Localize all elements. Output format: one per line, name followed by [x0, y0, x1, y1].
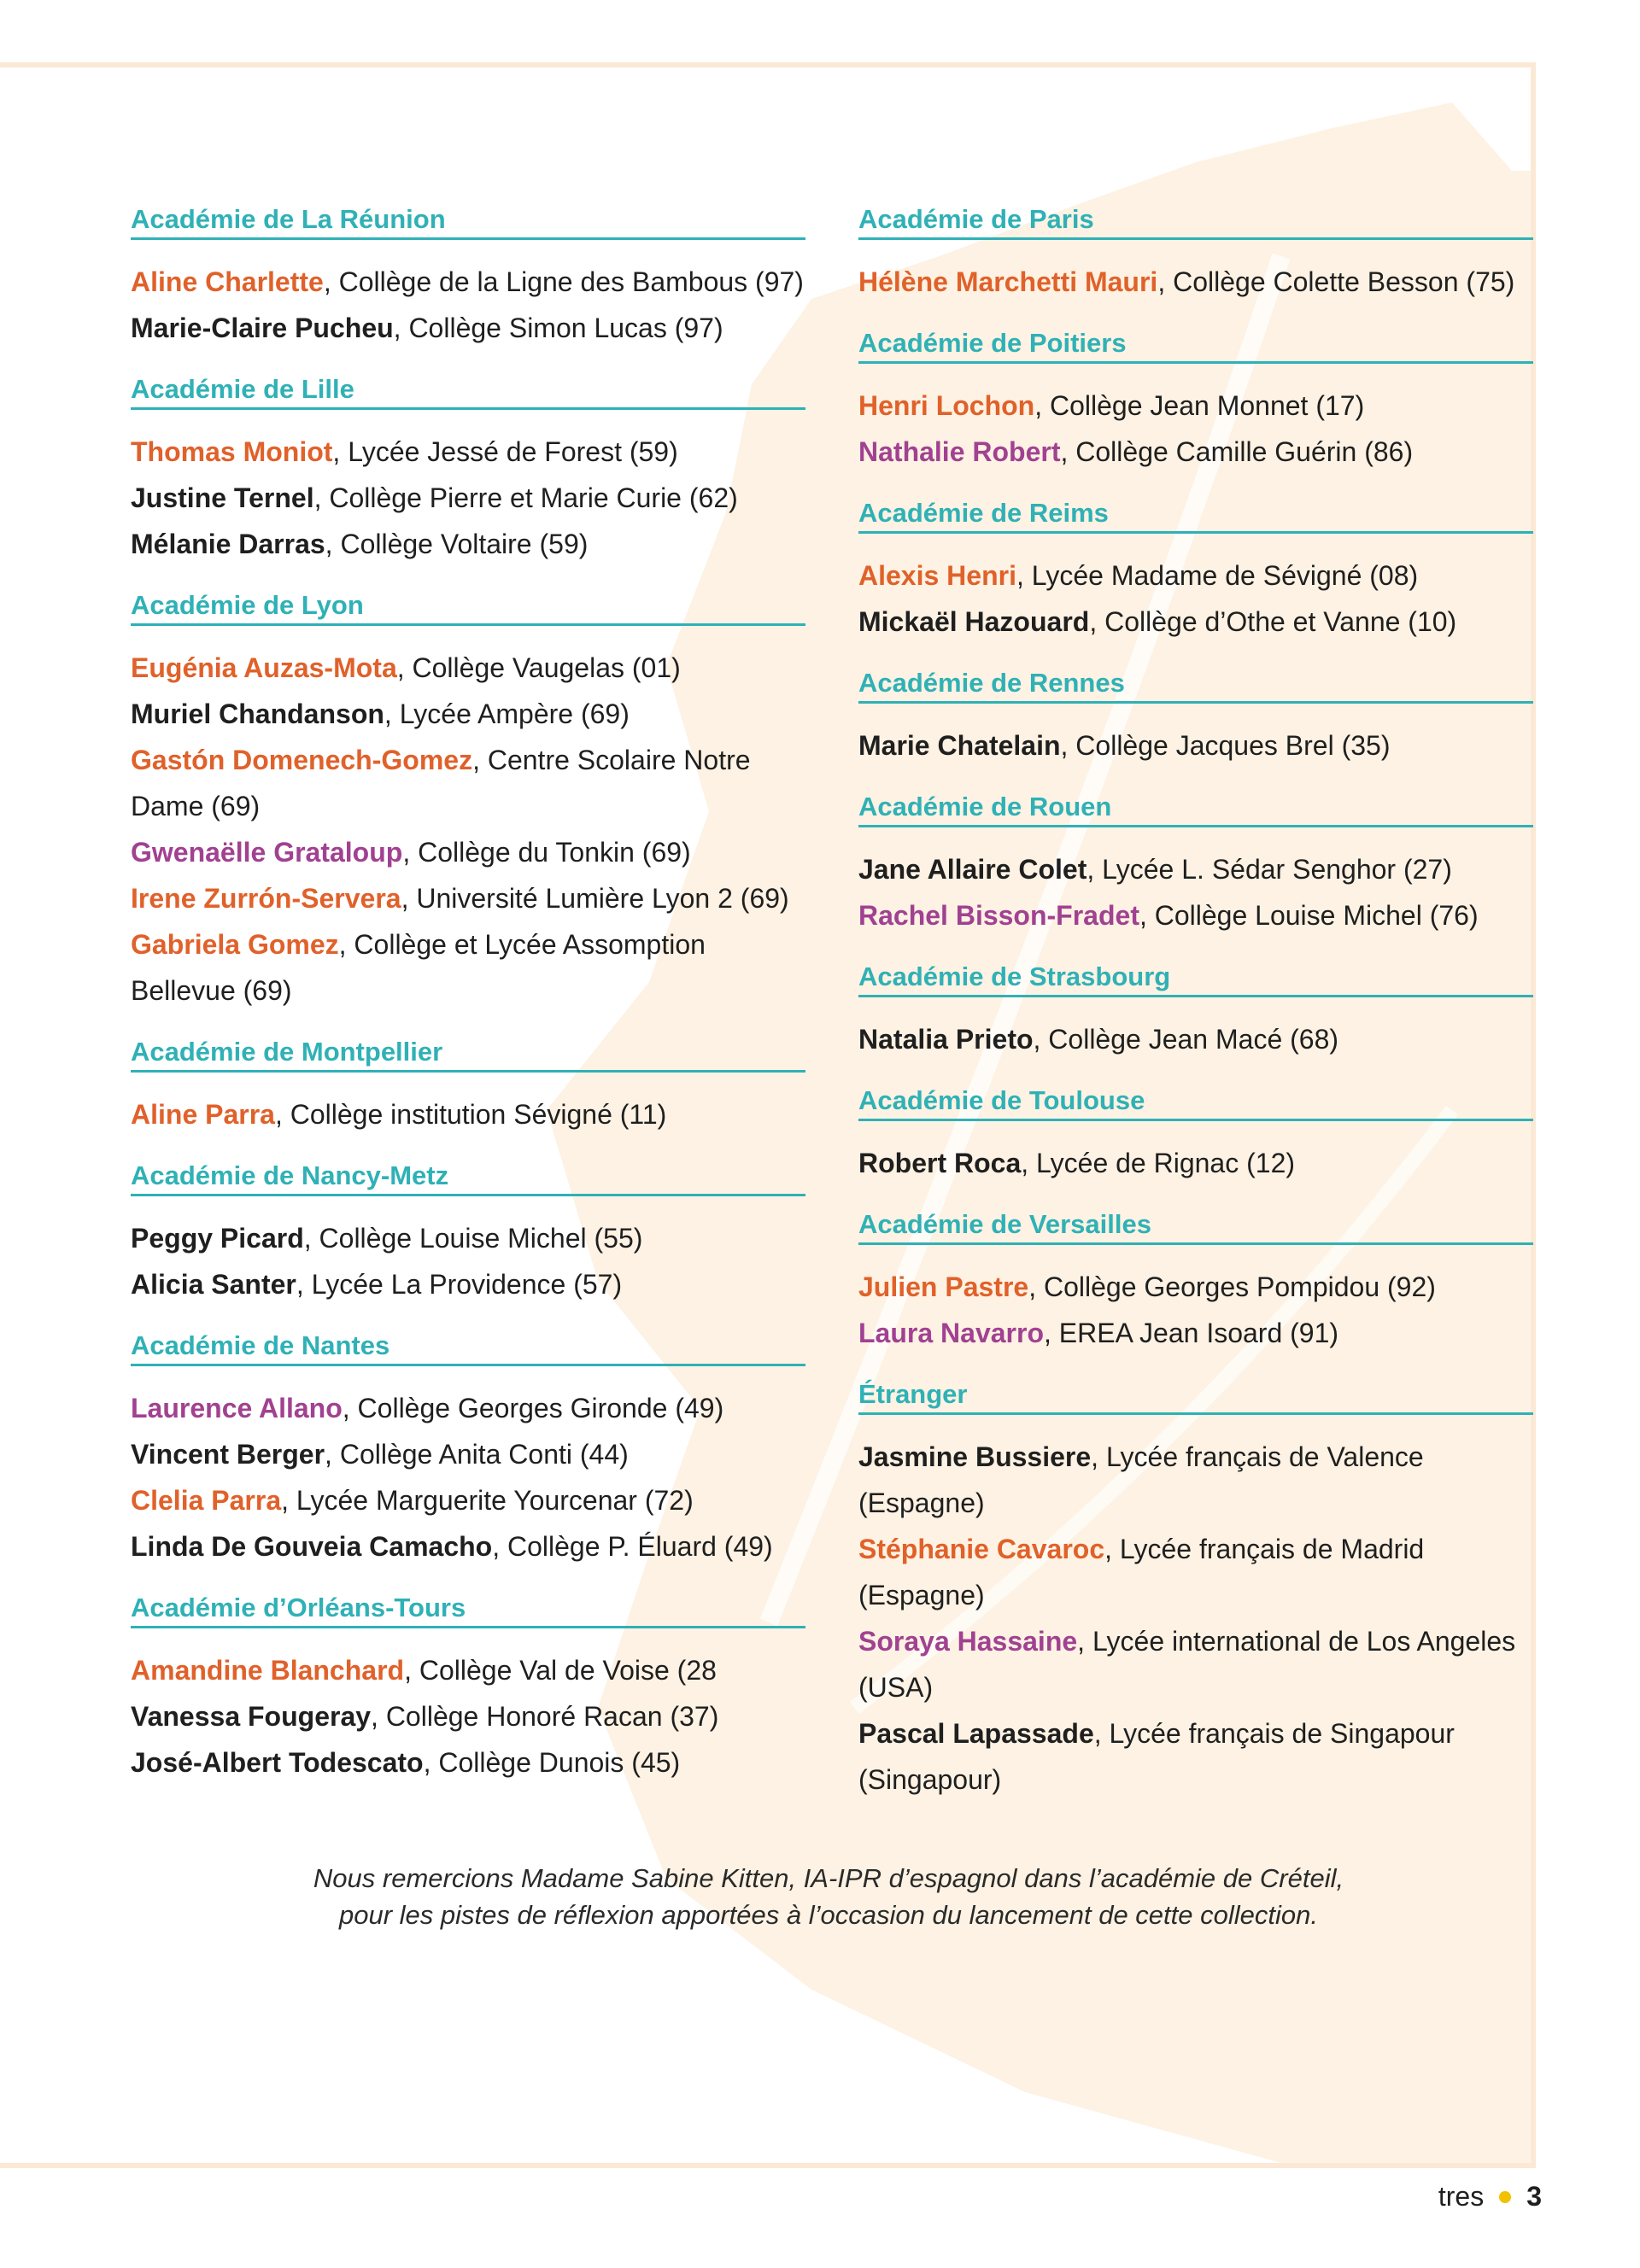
contributor-school: , Collège Pierre et Marie Curie (62): [313, 482, 738, 513]
academy-section: [858, 667, 1533, 769]
contributor-entry: [858, 722, 1533, 769]
academy-section: [858, 1378, 1533, 1803]
contributor-name: Vanessa Fougeray: [131, 1701, 372, 1732]
contributor-name: Thomas Moniot: [131, 436, 333, 467]
page-footer: [1438, 2181, 1542, 2212]
contributor-name: Mélanie Darras: [131, 529, 325, 559]
contributor-name: Clelia Parra: [131, 1485, 282, 1516]
acknowledgement-line: pour les pistes de réflexion apportées à l’occasion du lancement de cette collection.: [339, 1900, 1318, 1930]
contributor-entry: [131, 1385, 805, 1431]
contributor-school: , Collège de la Ligne des Bambous (97): [323, 266, 804, 297]
contributor-school: , Lycée La Providence (57): [296, 1269, 623, 1300]
contributor-school: , Lycée français de Valence (Espagne): [858, 1441, 1424, 1518]
contributor-entry: [131, 1215, 805, 1261]
contributor-school: , Collège Colette Besson (75): [1157, 266, 1515, 297]
contributor-entry: [131, 1647, 805, 1693]
contributor-school: , Collège Anita Conti (44): [325, 1439, 629, 1470]
contributor-name: Peggy Picard: [131, 1223, 304, 1254]
contributor-entry: [131, 921, 805, 1014]
contributor-school: , Collège Dunois (45): [423, 1747, 681, 1778]
contributor-entry: [131, 1261, 805, 1307]
contributor-entry: [858, 1310, 1533, 1356]
contributor-name: Justine Ternel: [131, 482, 314, 513]
contributor-name: Alicia Santer: [131, 1269, 296, 1300]
contributor-name: Henri Lochon: [858, 390, 1035, 421]
contributor-school: , Collège Georges Pompidou (92): [1028, 1271, 1436, 1302]
contributor-entry: [858, 1710, 1533, 1803]
contributor-school: , Lycée Madame de Sévigné (08): [1016, 560, 1419, 591]
contributor-entry: [131, 475, 805, 521]
contributor-name: Eugénia Auzas-Mota: [131, 652, 397, 683]
contributor-name: Robert Roca: [858, 1148, 1022, 1178]
contributor-entry: [131, 737, 805, 829]
contributor-name: Natalia Prieto: [858, 1024, 1034, 1055]
contributor-name: Mickaël Hazouard: [858, 606, 1090, 637]
contributor-name: Laurence Allano: [131, 1393, 343, 1423]
section-title: Académie de Paris: [858, 203, 1533, 240]
academy-section: [131, 203, 805, 351]
contributor-entry: [858, 846, 1533, 892]
section-title: Académie de Strasbourg: [858, 961, 1533, 997]
section-title: Académie de Toulouse: [858, 1084, 1533, 1121]
contributor-school: , Lycée français de Singapour (Singapour): [858, 1718, 1455, 1795]
section-title: Académie de Versailles: [858, 1208, 1533, 1245]
contributor-entry: [131, 829, 805, 875]
contributor-school: , Collège institution Sévigné (11): [274, 1099, 667, 1130]
contributor-school: , Collège Jacques Brel (35): [1060, 730, 1391, 761]
academy-section: [858, 497, 1533, 645]
contributor-school: , Lycée Ampère (69): [384, 699, 630, 729]
academy-section: [858, 203, 1533, 305]
frame-bottom-border: [0, 2163, 1536, 2168]
academy-section: [858, 791, 1533, 938]
contributor-name: Julien Pastre: [858, 1271, 1029, 1302]
contributor-school: , Université Lumière Lyon 2 (69): [401, 883, 789, 914]
contributor-name: Stéphanie Cavaroc: [858, 1534, 1105, 1564]
contributor-entry: [131, 1739, 805, 1786]
contributor-entry: [131, 645, 805, 691]
academy-section: [131, 1592, 805, 1786]
academy-section: [131, 373, 805, 567]
footer-label: tres: [1438, 2181, 1485, 2212]
contributor-name: Alexis Henri: [858, 560, 1016, 591]
contributor-name: Gastón Domenech-Gomez: [131, 745, 473, 775]
section-title: Académie de Reims: [858, 497, 1533, 534]
academy-section: [131, 1160, 805, 1307]
bullet-dot-icon: [1499, 2191, 1511, 2203]
contributor-name: Jane Allaire Colet: [858, 854, 1087, 885]
contributor-school: , Collège Louise Michel (76): [1139, 900, 1479, 931]
contributor-name: Soraya Hassaine: [858, 1626, 1078, 1657]
academy-section: [858, 1084, 1533, 1186]
contributor-name: Aline Parra: [131, 1099, 275, 1130]
contributor-school: , Collège Simon Lucas (97): [393, 313, 723, 343]
contributor-entry: [858, 1264, 1533, 1310]
contributor-entry: [858, 1434, 1533, 1526]
contributor-school: , Collège P. Éluard (49): [492, 1531, 773, 1562]
page-number: 3: [1526, 2181, 1542, 2212]
contributor-school: , Lycée de Rignac (12): [1021, 1148, 1296, 1178]
contributor-school: , Collège du Tonkin (69): [402, 837, 691, 868]
contributor-name: Jasmine Bussiere: [858, 1441, 1092, 1472]
contributor-school: , Lycée Marguerite Yourcenar (72): [281, 1485, 694, 1516]
contributor-name: Laura Navarro: [858, 1318, 1044, 1348]
contributor-school: , Collège Georges Gironde (49): [342, 1393, 724, 1423]
contributor-school: , Collège Jean Monnet (17): [1034, 390, 1365, 421]
section-title: Académie de Rennes: [858, 667, 1533, 704]
contributor-entry: [131, 1091, 805, 1137]
section-title: Académie de Montpellier: [131, 1036, 805, 1073]
contributor-school: , Collège d’Othe et Vanne (10): [1089, 606, 1457, 637]
contributor-name: Nathalie Robert: [858, 436, 1061, 467]
academy-section: [131, 1330, 805, 1569]
contributor-school: , Lycée français de Madrid (Espagne): [858, 1534, 1425, 1610]
section-title: Académie d’Orléans-Tours: [131, 1592, 805, 1628]
contributor-school: , Lycée L. Sédar Senghor (27): [1086, 854, 1452, 885]
contributor-entry: [858, 429, 1533, 475]
section-title: Académie de Lyon: [131, 589, 805, 626]
contributor-school: , Collège Honoré Racan (37): [371, 1701, 719, 1732]
academy-section: [858, 327, 1533, 475]
contributor-school: , Collège et Lycée Assomption Bellevue (69): [131, 929, 706, 1006]
contributor-entry: [858, 1016, 1533, 1062]
acknowledgement-line: Nous remercions Madame Sabine Kitten, IA-IPR d’espagnol dans l’académie de Créteil,: [313, 1863, 1344, 1893]
contributor-name: Gabriela Gomez: [131, 929, 339, 960]
contributor-name: Vincent Berger: [131, 1439, 325, 1470]
contributor-entry: [858, 1140, 1533, 1186]
academy-section: [858, 961, 1533, 1062]
section-title: Étranger: [858, 1378, 1533, 1415]
contributor-entry: [131, 429, 805, 475]
contributor-name: Gwenaëlle Grataloup: [131, 837, 403, 868]
contributor-entry: [858, 1526, 1533, 1618]
left-column: [131, 203, 805, 1808]
contributor-school: , Collège Val de Voise (28: [404, 1655, 717, 1686]
contributor-entry: [858, 892, 1533, 938]
academy-section: [131, 589, 805, 1014]
contributor-name: Hélène Marchetti Mauri: [858, 266, 1158, 297]
contributor-school: , Collège Camille Guérin (86): [1060, 436, 1414, 467]
acknowledgement-text: [154, 1860, 1503, 1933]
contributor-name: Irene Zurrón-Servera: [131, 883, 401, 914]
contributor-name: Marie-Claire Pucheu: [131, 313, 394, 343]
contributor-entry: [131, 691, 805, 737]
contributor-school: , Collège Louise Michel (55): [303, 1223, 643, 1254]
section-title: Académie de Nantes: [131, 1330, 805, 1366]
contributor-school: , Collège Vaugelas (01): [396, 652, 681, 683]
section-title: Académie de Poitiers: [858, 327, 1533, 364]
contributor-entry: [858, 383, 1533, 429]
contributor-entry: [131, 521, 805, 567]
contributor-name: Muriel Chandanson: [131, 699, 384, 729]
frame-top-border: [0, 62, 1536, 67]
contributor-entry: [131, 259, 805, 305]
contributor-name: Linda De Gouveia Camacho: [131, 1531, 493, 1562]
contributor-entry: [131, 1477, 805, 1523]
academy-section: [858, 1208, 1533, 1356]
section-title: Académie de Lille: [131, 373, 805, 410]
contributor-name: José-Albert Todescato: [131, 1747, 424, 1778]
section-title: Académie de La Réunion: [131, 203, 805, 240]
section-title: Académie de Nancy-Metz: [131, 1160, 805, 1196]
contributor-entry: [131, 1523, 805, 1569]
contributor-name: Pascal Lapassade: [858, 1718, 1094, 1749]
contributor-school: , Lycée Jessé de Forest (59): [332, 436, 678, 467]
contributor-name: Aline Charlette: [131, 266, 324, 297]
contributor-school: , Collège Jean Macé (68): [1033, 1024, 1339, 1055]
contributor-name: Amandine Blanchard: [131, 1655, 405, 1686]
contributor-entry: [131, 305, 805, 351]
contributor-school: , Centre Scolaire Notre Dame (69): [131, 745, 751, 821]
contributor-school: , Collège Voltaire (59): [325, 529, 589, 559]
contributor-school: , EREA Jean Isoard (91): [1043, 1318, 1339, 1348]
contributor-entry: [131, 1693, 805, 1739]
contributor-entry: [131, 875, 805, 921]
right-column: [858, 203, 1533, 1825]
contributor-entry: [858, 1618, 1533, 1710]
contributor-school: , Lycée international de Los Angeles (USA): [858, 1626, 1516, 1703]
contributor-entry: [858, 599, 1533, 645]
contributor-name: Marie Chatelain: [858, 730, 1061, 761]
contributor-entry: [858, 552, 1533, 599]
section-title: Académie de Rouen: [858, 791, 1533, 827]
contributor-entry: [131, 1431, 805, 1477]
contributor-name: Rachel Bisson-Fradet: [858, 900, 1139, 931]
contributor-entry: [858, 259, 1533, 305]
academy-section: [131, 1036, 805, 1137]
